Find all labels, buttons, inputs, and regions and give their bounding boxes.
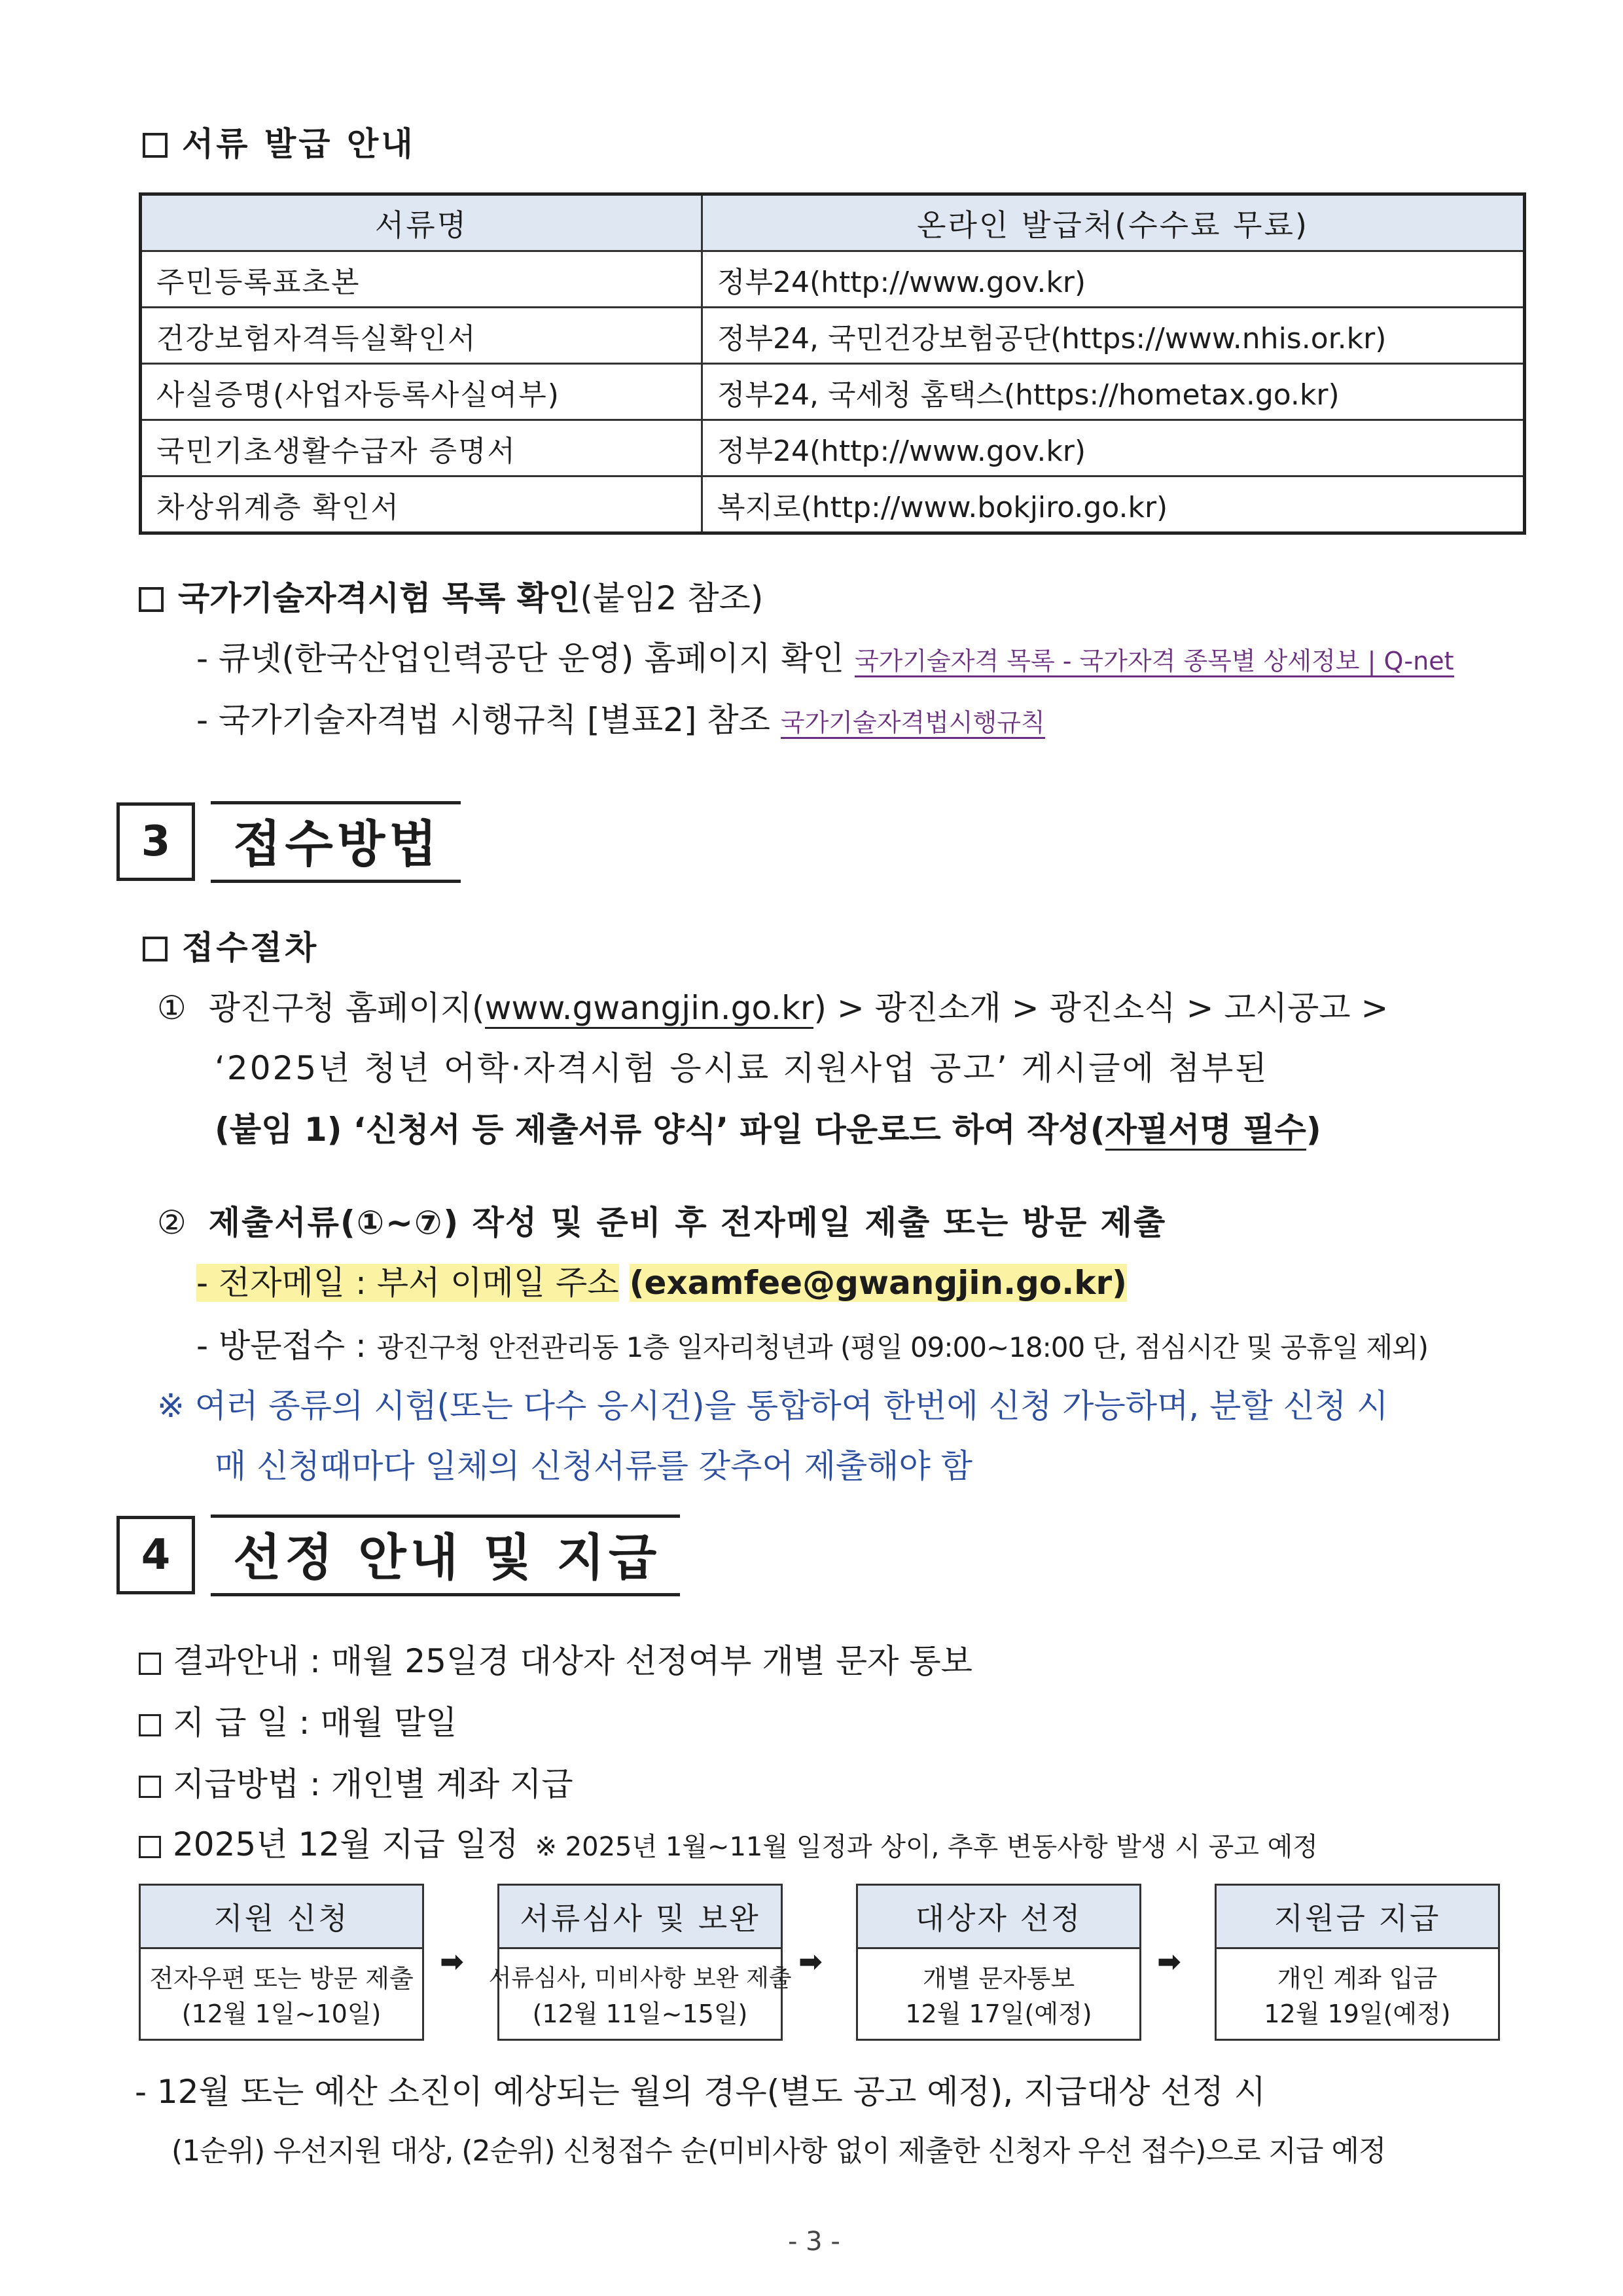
arrow-right-icon: ➡ (798, 1945, 823, 1979)
table-header-cell: 온라인 발급처(수수료 무료) (702, 194, 1525, 251)
checkbox-icon (139, 1653, 161, 1675)
step1-line2: ‘2025년 청년 어학·자격시험 응시료 지원사업 공고’ 게시글에 첨부된 (215, 1049, 1269, 1087)
flow-step-title: 지원 신청 (141, 1886, 422, 1949)
table-row (141, 308, 1525, 364)
step1-line1: ① 광진구청 홈페이지(www.gwangjin.go.kr) > 광진소개 > 광진소식 > 고시공고 > (157, 982, 1388, 1029)
checkbox-icon (139, 1776, 161, 1798)
flow-step-title: 서류심사 및 보완 (499, 1886, 781, 1949)
table-cell: 정부24, 국민건강보험공단(https://www.nhis.or.kr) (702, 308, 1525, 364)
arrow-right-icon: ➡ (440, 1945, 464, 1979)
table-row (141, 476, 1525, 533)
note-line1: ※ 여러 종류의 시험(또는 다수 응시건)을 통합하여 한번에 신청 가능하며, 분할 신청 시 (157, 1387, 1389, 1425)
table-header-cell: 서류명 (141, 194, 702, 251)
step1-line3: (붙임 1) ‘신청서 등 제출서류 양식’ 파일 다운로드 하여 작성(자필서명 필수) (215, 1103, 1321, 1151)
table-cell: 차상위계층 확인서 (141, 476, 702, 533)
qnet-link[interactable]: 국가기술자격 목록 - 국가자격 종목별 상세정보 | Q-net (855, 647, 1454, 677)
procedure-heading: 접수절차 (143, 922, 319, 969)
table-cell: 정부24(http://www.gov.kr) (702, 251, 1525, 308)
december-schedule-heading: 2025년 12월 지급 일정 ※ 2025년 1월~11월 일정과 상이, 추후 변동사항 발생 시 공고 예정 (139, 1818, 1318, 1865)
table-cell: 국민기초생활수급자 증명서 (141, 420, 702, 476)
qnet-line: - 큐넷(한국산업인력공단 운영) 홈페이지 확인 국가기술자격 목록 - 국가자격 종목별 상세정보 | Q-net (196, 639, 1454, 677)
checkbox-icon (143, 133, 168, 158)
table-row (141, 251, 1525, 308)
visit-line: - 방문접수 : 광진구청 안전관리동 1층 일자리청년과 (평일 09:00~18:00 단, 점심시간 및 공휴일 제외) (196, 1327, 1428, 1365)
law-line: - 국가기술자격법 시행규칙 [별표2] 참조 국가기술자격법시행규칙 (196, 701, 1045, 739)
flow-step-select: 대상자 선정 개별 문자통보 12월 17일(예정) (856, 1884, 1141, 2041)
payment-date-item: 지 급 일 : 매월 말일 (139, 1696, 457, 1744)
national-exam-heading: 국가기술자격시험 목록 확인(붙임2 참조) (139, 572, 763, 619)
table-header-row (141, 194, 1525, 251)
footer-note-line1: - 12월 또는 예산 소진이 예상되는 월의 경우(별도 공고 예정), 지급대상 선정 시 (135, 2073, 1266, 2111)
email-line: - 전자메일 : 부서 이메일 주소 (examfee@gwangjin.go.kr) (196, 1264, 1127, 1302)
table-cell: 정부24, 국세청 홈택스(https://hometax.go.kr) (702, 364, 1525, 420)
flow-step-review: 서류심사 및 보완 서류심사, 미비사항 보완 제출 (12월 11일~15일) (497, 1884, 783, 2041)
checkbox-icon (139, 1714, 161, 1736)
arrow-right-icon: ➡ (1157, 1945, 1181, 1979)
table-row (141, 364, 1525, 420)
checkbox-icon (139, 587, 164, 612)
page-number: - 3 - (788, 2227, 840, 2257)
footer-note-line2: (1순위) 우선지원 대상, (2순위) 신청접수 순(미비사항 없이 제출한 신청자 우선 접수)으로 지급 예정 (171, 2134, 1386, 2168)
law-link[interactable]: 국가기술자격법시행규칙 (781, 708, 1045, 739)
table-row (141, 420, 1525, 476)
checkbox-icon (143, 937, 168, 961)
section-number: 3 (116, 802, 195, 881)
table-cell: 복지로(http://www.bokjiro.go.kr) (702, 476, 1525, 533)
homepage-link[interactable]: www.gwangjin.go.kr (485, 989, 814, 1029)
flow-step-apply: 지원 신청 전자우편 또는 방문 제출 (12월 1일~10일) (139, 1884, 424, 2041)
section-title: 접수방법 (211, 801, 461, 883)
table-cell: 정부24(http://www.gov.kr) (702, 420, 1525, 476)
section-number: 4 (116, 1516, 195, 1594)
table-cell: 사실증명(사업자등록사실여부) (141, 364, 702, 420)
email-address[interactable]: (examfee@gwangjin.go.kr) (629, 1264, 1127, 1302)
docs-heading: 서류 발급 안내 (143, 118, 416, 165)
table-cell: 주민등록표초본 (141, 251, 702, 308)
flow-step-title: 지원금 지급 (1217, 1886, 1498, 1949)
note-line2: 매 신청때마다 일체의 신청서류를 갖추어 제출해야 함 (215, 1447, 972, 1485)
documents-table (139, 192, 1526, 535)
section-title: 선정 안내 및 지급 (211, 1515, 680, 1596)
payment-method-item: 지급방법 : 개인별 계좌 지급 (139, 1758, 573, 1805)
flow-step-title: 대상자 선정 (858, 1886, 1139, 1949)
table-cell: 건강보험자격득실확인서 (141, 308, 702, 364)
flow-step-payment: 지원금 지급 개인 계좌 입금 12월 19일(예정) (1215, 1884, 1500, 2041)
step2-title: ② 제출서류(①~⑦) 작성 및 준비 후 전자메일 제출 또는 방문 제출 (157, 1204, 1167, 1242)
checkbox-icon (139, 1836, 161, 1858)
result-notice-item: 결과안내 : 매월 25일경 대상자 선정여부 개별 문자 통보 (139, 1635, 972, 1682)
